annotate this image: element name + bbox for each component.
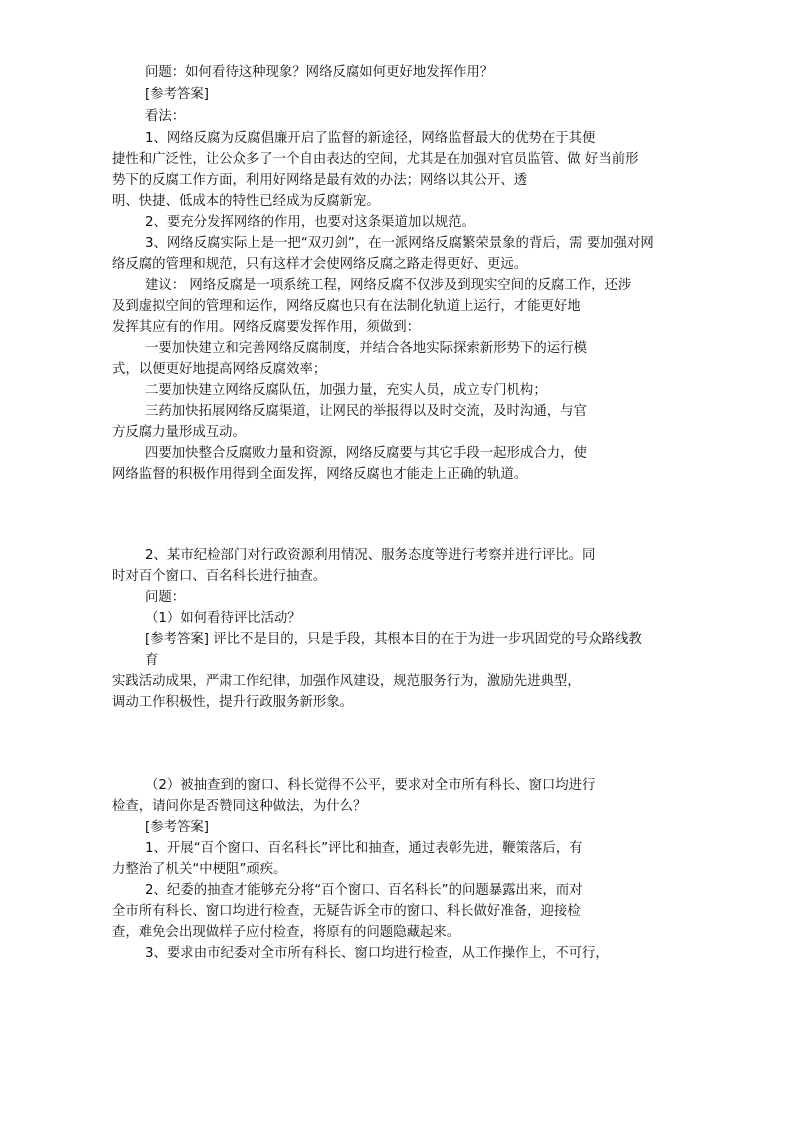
view-point-1-line: 明、快捷、低成本的特性已经成为反腐新宠。	[112, 194, 380, 209]
answer-2-point-2-line: 查，难免会出现做样子应付检查，将原有的问题隐藏起来。	[112, 925, 461, 940]
view-point-2: 2、要充分发挥网络的作用，也要对这条渠道加以规范。	[145, 215, 475, 230]
measure-2: 二要加快建立网络反腐队伍，加强力量，充实人员，成立专门机构；	[145, 383, 547, 398]
question-1: 问题：如何看待这种现象？网络反腐如何更好地发挥作用？	[145, 65, 494, 80]
answer-1-line: [参考答案] 评比不是目的，只是手段，其根本目的在于为进一步巩固党的号众路线教	[145, 632, 642, 647]
measure-3-line: 方反腐力量形成互动。	[112, 425, 246, 440]
view-label: 看法：	[145, 109, 186, 124]
answer-2-point-1-line: 力整治了机关“中梗阻”顽疾。	[112, 862, 287, 877]
measure-3-line: 三药加快拓展网络反腐渠道，让网民的举报得以及时交流，及时沟通，与官	[145, 404, 587, 419]
sub-question-1: （1）如何看待评比活动？	[145, 611, 301, 626]
view-point-3-line: 3、网络反腐实际上是一把“双刃剑”，在一派网络反腐繁荣景象的背后，需 要加强对网	[145, 236, 654, 251]
view-point-1-line: 势下的反腐工作方面，利用好网络是最有效的办法；网络以其公开、透	[112, 173, 528, 188]
answer-2-point-2-line: 全市所有科长、窗口均进行检查，无疑告诉全市的窗口、科长做好准备，迎接检	[112, 904, 581, 919]
measure-4-line: 网络监督的积极作用得到全面发挥，网络反腐也才能走上正确的轨道。	[112, 467, 528, 482]
measure-1-line: 一要加快建立和完善网络反腐制度，并结合各地实际探索新形势下的运行模	[145, 341, 587, 356]
case-2-intro-line: 时对百个窗口、百名科长进行抽查。	[112, 569, 327, 584]
view-point-3-line: 络反腐的管理和规范，只有这样才会使网络反腐之路走得更好、更远。	[112, 257, 528, 272]
view-point-1-line: 捷性和广泛性，让公众多了一个自由表达的空间，尤其是在加强对官员监管、做 好当前形	[112, 152, 639, 167]
answer-label-1: [参考答案]	[145, 87, 210, 102]
case-2-intro-line: 2、某市纪检部门对行政资源利用情况、服务态度等进行考察并进行评比。同	[145, 548, 596, 563]
view-point-1-line: 1、网络反腐为反腐倡廉开启了监督的新途径，网络监督最大的优势在于其便	[145, 131, 596, 146]
suggestion-line: 建议： 网络反腐是一项系统工程，网络反腐不仅涉及到现实空间的反腐工作，还涉	[145, 278, 632, 293]
suggestion-line: 及到虚拟空间的管理和运作，网络反腐也只有在法制化轨道上运行，才能更好地	[112, 299, 581, 314]
suggestion-line: 发挥其应有的作用。网络反腐要发挥作用，须做到：	[112, 320, 420, 335]
question-label-2: 问题：	[145, 590, 186, 605]
sub-question-2-line: 检查，请问你是否赞同这种做法，为什么？	[112, 799, 367, 814]
answer-1-line: 实践活动成果，严肃工作纪律，加强作风建设，规范服务行为，激励先进典型，	[112, 674, 581, 689]
answer-2-point-1-line: 1、开展“百个窗口、百名科长”评比和抽查，通过表彰先进，鞭策落后，有	[145, 841, 583, 856]
answer-2-point-2-line: 2、纪委的抽查才能够充分将“百个窗口、百名科长”的问题暴露出来，而对	[145, 883, 583, 898]
answer-1-line: 育	[145, 653, 159, 668]
answer-label-2: [参考答案]	[145, 820, 210, 835]
sub-question-2-line: （2）被抽查到的窗口、科长觉得不公平，要求对全市所有科长、窗口均进行	[145, 778, 596, 793]
answer-1-line: 调动工作积极性，提升行政服务新形象。	[112, 695, 354, 710]
measure-4-line: 四要加快整合反腐败力量和资源，网络反腐要与其它手段一起形成合力，使	[145, 446, 587, 461]
measure-1-line: 式，以便更好地提高网络反腐效率；	[112, 362, 327, 377]
answer-2-point-3-line: 3、要求由市纪委对全市所有科长、窗口均进行检查，从工作操作上，不可行，	[145, 946, 609, 961]
